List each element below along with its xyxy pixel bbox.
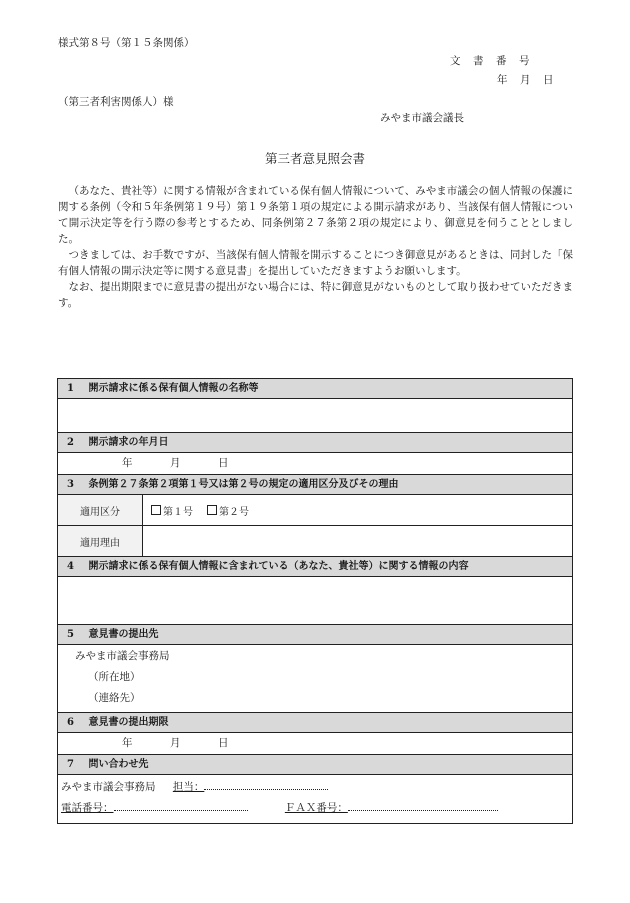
request-date-row (58, 453, 572, 474)
date-label: 年 月 日 (497, 74, 555, 86)
checkbox-icon (151, 505, 161, 515)
request-month-label: 月 (170, 457, 181, 469)
section-7-body (58, 775, 572, 823)
category-label: 適用区分 (58, 495, 143, 525)
section-3-body (58, 495, 572, 557)
fax-label: ＦＡＸ番号： (284, 802, 348, 814)
form-number-label: 様式第８号（第１５条関係） (58, 37, 195, 49)
body-text (58, 183, 573, 311)
section-1-field[interactable] (58, 399, 572, 433)
section-5-title: 意見書の提出先 (88, 629, 159, 640)
document-number-label: 文 書 番 号 (450, 55, 531, 67)
request-day-label: 日 (218, 457, 229, 469)
option-2-checkbox[interactable] (207, 503, 249, 518)
person-in-charge-field[interactable] (204, 778, 328, 790)
section-3-title: 条例第２７条第２項第１号又は第２号の規定の適用区分及びその理由 (88, 479, 399, 490)
submission-location: （所在地） (88, 671, 141, 683)
person-in-charge-label: 担当： (172, 781, 205, 793)
section-1-header (58, 379, 572, 399)
section-6-title: 意見書の提出期限 (88, 717, 169, 728)
section-4-number: 4 (67, 561, 74, 572)
section-2-field[interactable] (58, 453, 572, 475)
body-paragraph-3: なお、提出期限までに意見書の提出がない場合には、特に御意見がないものとして取り扱わせていただきます。 (58, 281, 573, 309)
section-1-number: 1 (67, 383, 74, 394)
section-2-header (58, 433, 572, 453)
inquiry-person-row (58, 777, 572, 798)
deadline-month-label: 月 (170, 737, 181, 749)
reason-field[interactable] (143, 526, 572, 556)
phone-field[interactable] (114, 799, 248, 811)
section-2-title: 開示請求の年月日 (88, 437, 169, 448)
section-3-header (58, 475, 572, 495)
inquiry-office: みやま市議会事務局 (61, 781, 156, 793)
addressee: （第三者利害関係人）様 (58, 96, 174, 108)
checkbox-icon (207, 505, 217, 515)
section-4-title: 開示請求に係る保有個人情報に含まれている（あなた、貴社等）に関する情報の内容 (88, 561, 469, 572)
phone-label: 電話番号： (61, 802, 114, 814)
section-7-header (58, 755, 572, 775)
section-6-number: 6 (67, 717, 74, 728)
option-1-checkbox[interactable] (151, 503, 193, 518)
section-2-number: 2 (67, 437, 74, 448)
inquiry-phone-row (58, 798, 572, 819)
sender-name: みやま市議会議長 (380, 112, 464, 124)
category-options (143, 495, 572, 525)
submission-contact: （連絡先） (88, 692, 141, 704)
request-year-label: 年 (122, 457, 133, 469)
body-paragraph-1: （あなた、貴社等）に関する情報が含まれている保有個人情報について、みやま市議会の個人情報の保護に関する条例（令和５年条例第１９号）第１９条第１項の規定による開示請求があり、当該保有個人情報について開示決定等を行う際の参考とするため、同条例第２７条第２項の規定により、御意見を伺うこととしました。 (58, 185, 573, 245)
category-row (58, 495, 572, 526)
section-7-title: 問い合わせ先 (88, 759, 149, 770)
reason-row (58, 526, 572, 556)
section-5-number: 5 (67, 629, 74, 640)
body-paragraph-2: つきましては、お手数ですが、当該保有個人情報を開示することにつき御意見があるときは、同封した「保有個人情報の開示決定等に関する意見書」を提出していただきますようお願いします。 (58, 249, 573, 277)
section-4-header (58, 557, 572, 577)
fax-field[interactable] (348, 799, 498, 811)
section-5-header (58, 625, 572, 645)
option-2-label: 第２号 (219, 506, 249, 518)
section-7-number: 7 (67, 759, 74, 770)
option-1-label: 第１号 (163, 506, 193, 518)
submission-office: みやま市議会事務局 (75, 650, 170, 662)
section-5-body (58, 645, 572, 713)
section-4-field[interactable] (58, 577, 572, 625)
deadline-date-row (58, 733, 572, 754)
section-6-field[interactable] (58, 733, 572, 755)
deadline-year-label: 年 (122, 737, 133, 749)
reason-label: 適用理由 (58, 526, 143, 556)
deadline-day-label: 日 (218, 737, 229, 749)
section-3-number: 3 (67, 479, 74, 490)
section-1-title: 開示請求に係る保有個人情報の名称等 (88, 383, 259, 394)
document-title: 第三者意見照会書 (264, 151, 365, 166)
inquiry-form-table (57, 378, 573, 824)
section-6-header (58, 713, 572, 733)
